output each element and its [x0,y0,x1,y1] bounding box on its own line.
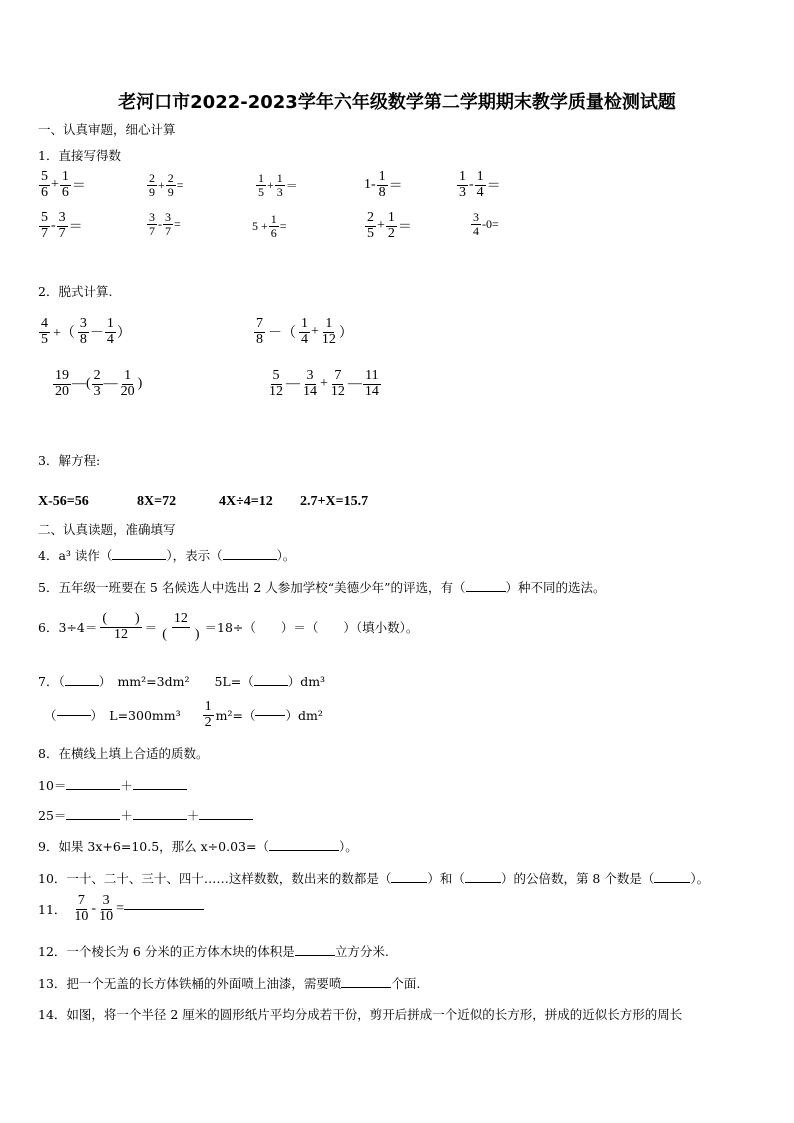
q7-blank-2[interactable] [254,685,288,686]
q11: 11． $\frac{7}{10}$ - $\frac{3}{10}$ = [38,894,204,924]
q11-blank[interactable] [124,909,204,910]
q3-label: 3．解方程: [38,453,101,468]
q1-item-2c: 5 + $\frac{1}{6}$ = [252,212,287,240]
q1-item-1c: $\frac{1}{5}$ + $\frac{1}{3}$ ＝ [258,171,298,199]
q5: 5．五年级一班要在 5 名候选人中选出 2 人参加学校“美德少年”的评选，有（ ）种不同的选法。 [38,580,606,595]
q14: 14．如图，将一个半径 2 厘米的圆形纸片平均分成若干份，剪开后拼成一个近似的长方形，拼成的近似长方形的周长 [38,1007,683,1022]
q1-item-1a: $\frac{5}{6}$ + $\frac{1}{6}$ ＝ [41,169,86,200]
q12: 12．一个棱长为 6 分米的正方体木块的体积是 立方分米. [38,944,389,959]
q7-blank-4[interactable] [255,715,285,716]
q1-item-2d: $\frac{2}{5}$ + $\frac{1}{2}$ ＝ [367,210,412,241]
q1-item-2a: $\frac{5}{7}$ - $\frac{3}{7}$ ＝ [41,210,83,241]
q8-blank-5[interactable] [199,819,253,820]
q8-blank-2[interactable] [133,789,187,790]
q10-blank-1[interactable] [391,882,427,883]
q12-blank[interactable] [295,955,335,956]
q2-expression-1: $\frac{4}{5}$ +（ $\frac{3}{8}$ － $\frac{1}{4}$ ） [41,316,131,347]
q7-line-2: （ ） L=300mm³ $\frac{1}{2}$ m²=（ ）dm² [44,699,323,730]
q8-blank-3[interactable] [66,819,120,820]
q3-equation-4: 2.7+X=15.7 [300,494,369,509]
section-2-heading: 二、认真读题，准确填写 [38,522,176,537]
q1-item-1b: $\frac{2}{9}$ + $\frac{2}{9}$ = [149,171,184,199]
q10-blank-3[interactable] [654,882,690,883]
q9-blank[interactable] [269,850,339,851]
q4-blank-2[interactable] [223,559,277,560]
page-title: 老河口市2022-2023学年六年级数学第二学期期末教学质量检测试题 [118,92,676,113]
q10-blank-2[interactable] [465,882,501,883]
q3-equation-2: 8X=72 [137,494,177,509]
q2-label: 2．脱式计算. [38,284,113,299]
q9: 9．如果 3x+6=10.5，那么 x÷0.03=（ ）。 [38,839,358,854]
q8-blank-4[interactable] [133,819,187,820]
q1-item-2b: $\frac{3}{7}$ - $\frac{3}{7}$ = [149,210,181,238]
q10: 10．一十、二十、三十、四十……这样数数，数出来的数都是（ ）和（ ）的公倍数，第 8 个数是（ ）。 [38,871,710,886]
q2-expression-3: $\frac{19}{20}$ —( $\frac{2}{3}$ — $\frac{1}{20}$ ) [55,368,143,399]
q1-item-2e: $\frac{3}{4}$ -0= [473,210,499,238]
q1-item-1e: $\frac{1}{3}$ - $\frac{1}{4}$ ＝ [459,169,501,200]
q4: 4．a³ 读作（ ），表示（ ）。 [38,548,296,563]
q3-equation-1: X-56=56 [38,494,89,509]
q2-expression-4: $\frac{5}{12}$ — $\frac{3}{14}$ + $\frac{7}{12}$ — $\frac{11}{14}$ [269,368,379,399]
q8-blank-1[interactable] [66,789,120,790]
q7-blank-1[interactable] [65,685,99,686]
q1-item-1d: 1- $\frac{1}{8}$ ＝ [364,169,403,200]
q1-label: 1．直接写得数 [38,148,121,163]
q2-expression-2: $\frac{7}{8}$ －（ $\frac{1}{4}$ + $\frac{1}{12}$ ） [256,316,353,347]
q7-blank-3[interactable] [57,715,91,716]
section-1-heading: 一、认真审题，细心计算 [38,122,176,137]
q8-line-2: 25＝ ＋ ＋ [38,806,253,824]
q6: 6．3÷4＝ $\frac{( )}{12}$ ＝ $\frac{12}{( )}$ ＝18÷（ ）＝（ ）（填小数）。 [38,611,419,642]
q5-blank[interactable] [466,591,506,592]
q4-blank-1[interactable] [112,559,166,560]
q13-blank[interactable] [341,987,391,988]
q8-line-1: 10＝ ＋ [38,776,187,794]
q8-label: 8．在横线上填上合适的质数。 [38,746,209,761]
q13: 13．把一个无盖的长方体铁桶的外面喷上油漆，需要喷 个面. [38,976,421,991]
q3-equation-3: 4X÷4=12 [219,494,273,509]
q7-line-1: 7．（ ） mm²=3dm² 5L=（ ）dm³ [38,674,326,689]
